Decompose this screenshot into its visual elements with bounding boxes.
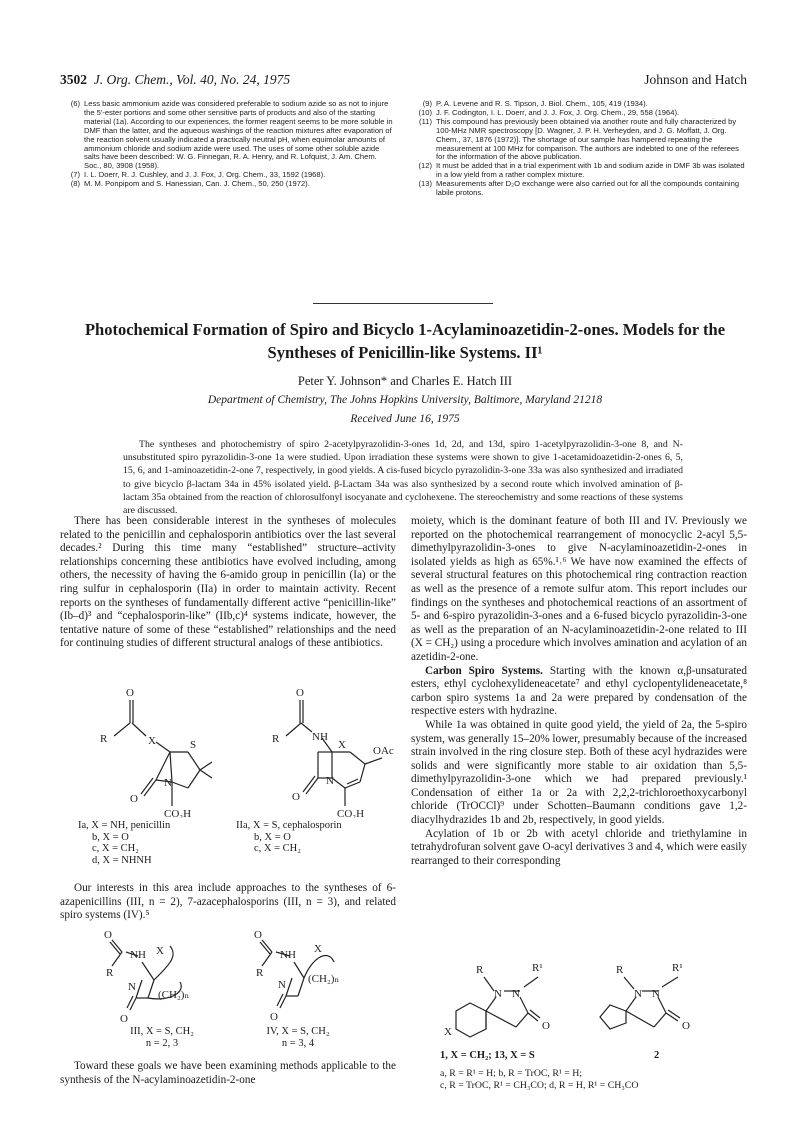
caption-line: IV, X = S, CH₂ (266, 1026, 330, 1037)
journal-citation: J. Org. Chem., Vol. 40, No. 24, 1975 (93, 72, 291, 87)
atom-label: NH (130, 949, 146, 961)
atom-label: O (120, 1013, 128, 1025)
references-right (412, 100, 747, 198)
caption-line: c, X = CH₂ (254, 843, 301, 854)
reference-item (412, 180, 747, 198)
atom-label: X (156, 945, 164, 957)
right-column (411, 515, 747, 868)
struct-2-caption: 2 (654, 1050, 660, 1061)
atom-label: N (326, 775, 334, 787)
atom-label: O (292, 791, 300, 803)
caption-line: b, X = O (254, 831, 291, 843)
structures-1-2 (420, 955, 740, 1047)
reference-item (412, 118, 747, 163)
reference-item (60, 180, 395, 189)
caption-line: IIa, X = S, cephalosporin (236, 820, 342, 831)
atom-label: N (634, 988, 642, 1000)
reference-number: (6) (70, 99, 80, 108)
atom-label: R¹ (532, 962, 543, 974)
reference-number: (10) (418, 107, 432, 117)
paragraph-acylation: Acylation of 1b or 2b with acetyl chloride and triethylamine in tetrahydrofuran solvent gave O-acyl derivatives 3 and 4, which were easily rearranged to their corresponding (411, 827, 747, 867)
substituent-key (440, 1068, 638, 1091)
reference-text: This compound has previously been obtained via another route and fully characterized by 100-MHz NMR spectroscopy [D. Wagner, J. P. H. Verheyden, and J. G. Moffatt, J. Org. Chem., 37, 1876 (1972)]. The shortage of our sample has hampered repeating the measurement at 100 MHz for comparison. The authors are indebted to one of the referees for the information of the above publication. (436, 116, 739, 162)
paragraph-moiety: moiety, which is the dominant feature of both III and IV. Previously we reported on the photochemical rearrangement of monocyclic 2-acyl 5,5-dimethylpyrazolidin-3-ones to give N-acylaminoazetidin-2-ones in isolated yields as high as 65%.¹˒⁶ We have now examined the effects of several structural features on this photochemical ring contraction reaction as well as the presence of a remote sulfur atom. This report includes our findings on the syntheses and photochemical reactions of an assortment of 5- and 6-spiro pyrazolidin-3-ones and a 6-fused bicyclo pyrazolidin-3-one as well as the preparation of an N-acylaminoazetidin-2-one related to III (X = CH₂) using a procedure which involves amination and acylation of an azetidin-2-one. (411, 515, 747, 663)
paragraph-yield: While 1a was obtained in quite good yield, the yield of 2a, the 5-spiro system, was generally 15–20% lower, presumably because of the increased strain involved in the ring closure step. Both of these acyl hydrazides were solids and were significantly more stable to air oxidation than 5,5-dimethylpyrazolidin-3-one which we had prepared previously.¹ Condensation of either 1a or 2a with 2,2,2-trichloroethoxycarbonyl chloride (TrOCCl)⁹ under Schotten–Baumann conditions gave 1,2-diacylhydrazides 1b and 2b, respectively, in good yields. (411, 718, 747, 827)
atom-label: N (128, 981, 136, 993)
reference-item (60, 100, 395, 171)
caption-line: a, R = R¹ = H; b, R = TrOC, R¹ = H; (440, 1068, 583, 1079)
atom-label: X (444, 1026, 452, 1038)
atom-label: N (512, 988, 520, 1000)
authors: Peter Y. Johnson* and Charles E. Hatch III (297, 374, 513, 388)
atom-label: CO₂H (164, 808, 192, 818)
paragraph-intro: There has been considerable interest in the syntheses of molecules related to the penicillin and cephalosporin antibiotics over the last several decades.² During this time many “established” structure–activity relationships concerning these antibiotics have evolved including, among others, the necessity of having the 6-amido group in penicillin (Ia) or the ring sulfur in cephalosporin (IIa) in order to maintain activity. Recent reports on the syntheses of fundamentally different active “penicillin-like” (Ib–d)³ and “cephalosporin-like” (IIb,c)⁴ systems indicate, however, the tentative nature of some of these “established” relationships and the need for continuing studies of different structural analogs of these antibiotics. (60, 515, 396, 650)
reference-text: M. M. Ponpipom and S. Hanessian, Can. J. Chem., 50, 250 (1972). (84, 179, 310, 189)
paragraph-text: Starting with the known α,β-unsaturated esters, ethyl cyclohexylideneacetate⁷ and ethyl cyclopentylideneacetate,⁸ carbon spiro systems 1a and 2a were prepared by condensation of the respective esters with hydrazine. (411, 664, 747, 718)
struct-I-caption (78, 820, 170, 866)
reference-number: (13) (418, 179, 432, 189)
atom-label: O (254, 929, 262, 941)
atom-label: O (130, 793, 138, 805)
atom-label: N (278, 979, 286, 991)
reference-text: I. L. Doerr, R. J. Cushley, and J. J. Fox, J. Org. Chem., 33, 1592 (1968). (84, 170, 326, 180)
atom-label: R (616, 964, 624, 976)
reference-text: Measurements after D₂O exchange were also carried out for all the compounds containing labile protons. (436, 179, 740, 198)
article-title: Photochemical Formation of Spiro and Bicyclo 1-Acylaminoazetidin-2-ones. Models for the Syntheses of Penicillin-like Systems. II¹ (84, 320, 726, 362)
atom-label: X (148, 735, 156, 747)
affiliation: Department of Chemistry, The Johns Hopkins University, Baltimore, Maryland 21218 (207, 394, 603, 406)
paragraph-interests: Our interests in this area include approaches to the syntheses of 6-azapenicillins (III, n = 2), 7-azacephalosporins (III, n = 3), and related spiro systems (IV).⁵ (60, 882, 396, 922)
reference-number: (9) (422, 99, 432, 108)
atom-label: NH (312, 731, 328, 743)
atom-label: X (314, 943, 322, 955)
running-authors: Johnson and Hatch (644, 72, 747, 87)
section-heading: Carbon Spiro Systems. (425, 664, 543, 677)
received-date: Received June 16, 1975 (350, 413, 460, 425)
paragraph-carbon-spiro (411, 665, 747, 719)
caption-line: c, R = TrOC, R¹ = CH₃CO; d, R = H, R¹ = CH₃CO (440, 1079, 639, 1091)
atom-label: R (272, 733, 280, 745)
references-left (60, 100, 395, 189)
struct-IV-caption (248, 1026, 348, 1049)
struct-1-caption: 1, X = CH₂; 13, X = S (440, 1050, 535, 1061)
left-column-bottom (60, 1060, 396, 1087)
atom-label: CO₂H (337, 808, 365, 818)
paragraph-goals: Toward these goals we have been examining methods applicable to the synthesis of the N-acylaminoazetidin-2-one (60, 1060, 396, 1086)
reference-number: (11) (419, 116, 432, 126)
reference-text: J. F. Codington, I. L. Doerr, and J. J. Fox, J. Org. Chem., 29, 558 (1964). (436, 107, 680, 117)
atom-label: (CH₂)ₙ (158, 989, 190, 1001)
reference-number: (7) (70, 170, 80, 180)
atom-label: (CH₂)ₙ (308, 973, 340, 985)
reference-number: (8) (70, 179, 80, 189)
atom-label: R (476, 964, 484, 976)
caption-line: c, X = CH₂ (92, 843, 139, 854)
atom-label: R (106, 967, 114, 979)
page-number: 3502 (60, 72, 87, 87)
atom-label: O (104, 929, 112, 941)
atom-label: OAc (373, 745, 394, 757)
structures-III-IV (90, 926, 390, 1026)
atom-label: R (100, 733, 108, 745)
page-header-left (60, 72, 290, 88)
caption-line: d, X = NHNH (92, 854, 152, 866)
atom-label: X (338, 739, 346, 751)
struct-III-caption (112, 1026, 212, 1049)
reference-text: Less basic ammonium azide was considered preferable to sodium azide so as not to injure the 5′-ester portions and some other sensitive parts of products and also of the starting material (1a). According to our experiences, the former reagent seems to be more soluble in DMF than the latter, and the aqueous washings of the reaction mixtures after evaporation of the reaction solvent usually indicated a practically neutral pH, when equimolar amounts of ammonium chloride and sodium azide were used. The uses of some other soluble azide salts have been described: W. G. Finnegan, R. A. Henry, and R. Lofquist, J. Am. Chem. Soc., 80, 3908 (1958). (84, 99, 393, 171)
caption-line: n = 2, 3 (145, 1037, 179, 1049)
left-column-mid (60, 882, 396, 923)
reference-text: P. A. Levene and R. S. Tipson, J. Biol. Chem., 105, 419 (1934). (436, 99, 648, 108)
atom-label: O (126, 687, 134, 699)
atom-label: O (270, 1011, 278, 1023)
structures-I-II (60, 678, 396, 818)
reference-item (412, 162, 747, 180)
atom-label: O (296, 687, 304, 699)
left-column-top (60, 515, 396, 651)
abstract: The syntheses and photochemistry of spiro 2-acetylpyrazolidin-3-ones 1d, 2d, and 13d, spiro 1-acetylpyrazolidin-3-one 8, and N-unsubstituted spiro pyrazolidin-3-one 1a were studied. Upon irradiation these systems were shown to give 1-acetamidoazetidin-2-ones 6, 5, 15, 6, and 1-aminoazetidin-2-one 7, respectively, in good yields. A cis-fused bicyclo pyrazolidin-3-one 33a was also synthesized and irradiated to give bicyclo β-lactam 34a in 45% isolated yield. β-Lactam 34a was also synthesized by a second route which involved amination of β-lactam 35a obtained from the reaction of chlorosulfonyl isocyanate and cyclohexene. The stereochemistry and some reactions of these systems are discussed. (123, 439, 683, 517)
section-divider (313, 303, 493, 304)
atom-label: S (190, 739, 197, 751)
atom-label: O (682, 1020, 690, 1032)
caption-line: n = 3, 4 (281, 1037, 315, 1049)
atom-label: N (164, 777, 172, 789)
atom-label: R¹ (672, 962, 683, 974)
caption-line: b, X = O (92, 831, 129, 843)
atom-label: R (256, 967, 264, 979)
atom-label: N (652, 988, 660, 1000)
atom-label: NH (280, 949, 296, 961)
caption-line: Ia, X = NH, penicillin (78, 820, 171, 831)
struct-II-caption (236, 820, 342, 855)
reference-text: It must be added that in a trial experiment with 1b and sodium azide in DMF 3b was isolated in a low yield from a rather complex mixture. (436, 161, 745, 180)
atom-label: O (542, 1020, 550, 1032)
atom-label: N (494, 988, 502, 1000)
caption-line: III, X = S, CH₂ (130, 1026, 194, 1037)
reference-number: (12) (418, 161, 432, 171)
